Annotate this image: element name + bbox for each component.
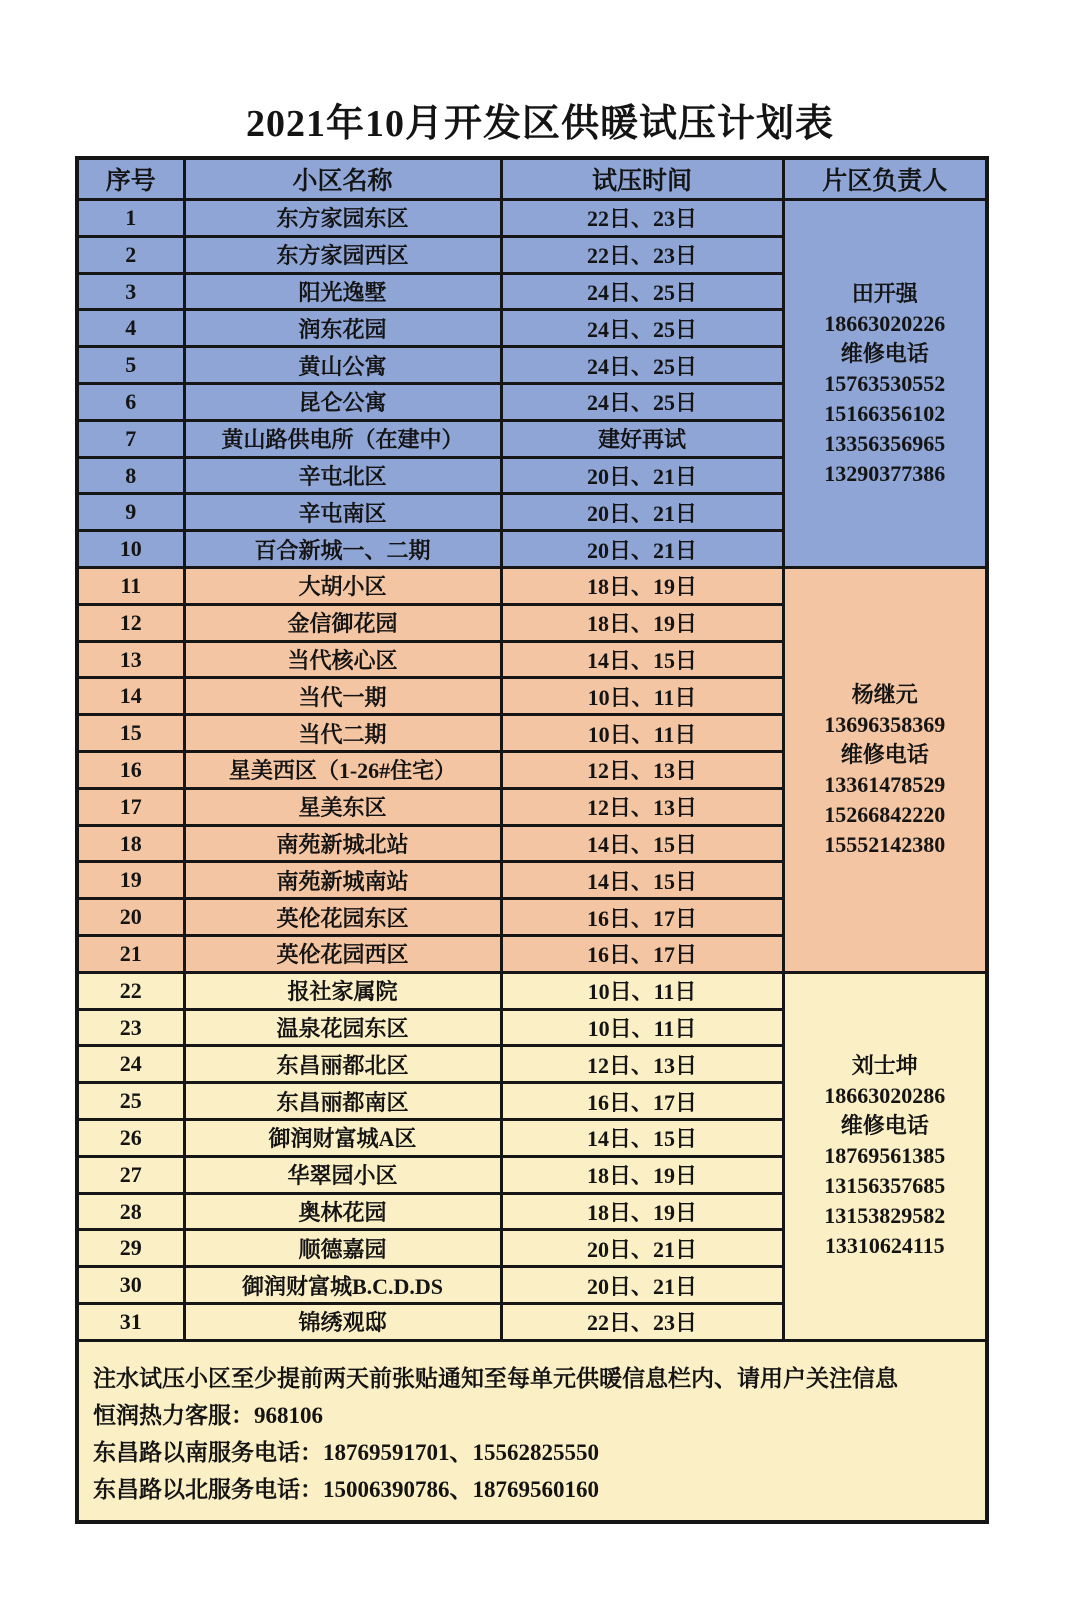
- table-footer: [77, 1340, 987, 1522]
- community-name-cell: 当代核心区: [184, 641, 501, 678]
- row-number-cell: 13: [77, 641, 184, 678]
- test-time-cell: 16日、17日: [501, 899, 783, 936]
- community-name-cell: 百合新城一、二期: [184, 531, 501, 568]
- row-number-cell: 14: [77, 678, 184, 715]
- manager-line: 18769561385: [824, 1143, 946, 1169]
- row-number-cell: 22: [77, 972, 184, 1009]
- page-title: 2021年10月开发区供暖试压计划表: [245, 103, 834, 145]
- test-time-cell: 20日、21日: [501, 494, 783, 531]
- row-number-cell: 9: [77, 494, 184, 531]
- community-name-cell: 黄山公寓: [184, 347, 501, 384]
- test-time-cell: 20日、21日: [501, 531, 783, 568]
- community-name-cell: 东昌丽都南区: [184, 1083, 501, 1120]
- community-name-cell: 英伦花园东区: [184, 899, 501, 936]
- row-number-cell: 29: [77, 1230, 184, 1267]
- community-name-cell: 英伦花园西区: [184, 936, 501, 973]
- row-number-cell: 16: [77, 752, 184, 789]
- row-number-cell: 21: [77, 936, 184, 973]
- test-time-cell: 20日、21日: [501, 457, 783, 494]
- community-name-cell: 星美西区（1-26#住宅）: [184, 752, 501, 789]
- footer-note-south-phone: 东昌路以南服务电话：18769591701、15562825550: [93, 1439, 599, 1465]
- header-serial-number: 序号: [77, 158, 184, 200]
- row-number-cell: 18: [77, 825, 184, 862]
- table-row: [77, 200, 987, 237]
- test-time-cell: 10日、11日: [501, 678, 783, 715]
- row-number-cell: 15: [77, 715, 184, 752]
- community-name-cell: 御润财富城B.C.D.DS: [184, 1267, 501, 1304]
- test-time-cell: 18日、19日: [501, 1193, 783, 1230]
- table-row: [77, 972, 987, 1009]
- community-name-cell: 锦绣观邸: [184, 1304, 501, 1341]
- community-name-cell: 御润财富城A区: [184, 1120, 501, 1157]
- header-row: [77, 158, 987, 200]
- community-name-cell: 南苑新城北站: [184, 825, 501, 862]
- manager-line: 15763530552: [824, 370, 946, 396]
- community-name-cell: 东昌丽都北区: [184, 1046, 501, 1083]
- row-number-cell: 28: [77, 1193, 184, 1230]
- community-name-cell: 东方家园东区: [184, 200, 501, 237]
- row-number-cell: 6: [77, 384, 184, 421]
- community-name-cell: 辛屯北区: [184, 457, 501, 494]
- area-manager-cell: [783, 972, 987, 1340]
- row-number-cell: 23: [77, 1009, 184, 1046]
- test-time-cell: 18日、19日: [501, 1156, 783, 1193]
- manager-line: 刘士坤: [851, 1053, 918, 1079]
- community-name-cell: 当代二期: [184, 715, 501, 752]
- header-test-time: 试压时间: [501, 158, 783, 200]
- community-name-cell: 南苑新城南站: [184, 862, 501, 899]
- test-time-cell: 12日、13日: [501, 1046, 783, 1083]
- manager-line: 15166356102: [824, 400, 946, 426]
- footer-note-customer-service: 恒润热力客服：968106: [93, 1402, 323, 1428]
- footer-row: [77, 1340, 987, 1522]
- test-time-cell: 14日、15日: [501, 862, 783, 899]
- manager-line: 维修电话: [840, 340, 929, 366]
- test-time-cell: 12日、13日: [501, 752, 783, 789]
- test-time-cell: 14日、15日: [501, 1120, 783, 1157]
- row-number-cell: 2: [77, 236, 184, 273]
- test-time-cell: 24日、25日: [501, 273, 783, 310]
- row-number-cell: 10: [77, 531, 184, 568]
- row-number-cell: 27: [77, 1156, 184, 1193]
- row-number-cell: 26: [77, 1120, 184, 1157]
- footer-notes-cell: [77, 1340, 987, 1522]
- row-number-cell: 25: [77, 1083, 184, 1120]
- community-name-cell: 顺德嘉园: [184, 1230, 501, 1267]
- test-time-cell: 10日、11日: [501, 715, 783, 752]
- header-area-manager: 片区负责人: [783, 158, 987, 200]
- row-number-cell: 4: [77, 310, 184, 347]
- test-time-cell: 14日、15日: [501, 825, 783, 862]
- row-number-cell: 19: [77, 862, 184, 899]
- row-number-cell: 24: [77, 1046, 184, 1083]
- test-time-cell: 10日、11日: [501, 972, 783, 1009]
- row-number-cell: 30: [77, 1267, 184, 1304]
- community-name-cell: 东方家园西区: [184, 236, 501, 273]
- manager-line: 13310624115: [824, 1233, 945, 1259]
- manager-line: 13153829582: [824, 1203, 946, 1229]
- community-name-cell: 华翠园小区: [184, 1156, 501, 1193]
- community-name-cell: 当代一期: [184, 678, 501, 715]
- row-number-cell: 1: [77, 200, 184, 237]
- test-time-cell: 24日、25日: [501, 310, 783, 347]
- community-name-cell: 金信御花园: [184, 604, 501, 641]
- test-time-cell: 16日、17日: [501, 1083, 783, 1120]
- area-manager-cell: [783, 200, 987, 568]
- row-number-cell: 31: [77, 1304, 184, 1341]
- row-number-cell: 12: [77, 604, 184, 641]
- community-name-cell: 星美东区: [184, 788, 501, 825]
- test-time-cell: 10日、11日: [501, 1009, 783, 1046]
- manager-line: 13696358369: [824, 711, 946, 737]
- row-number-cell: 20: [77, 899, 184, 936]
- test-time-cell: 22日、23日: [501, 200, 783, 237]
- manager-line: 15552142380: [824, 831, 946, 857]
- test-time-cell: 24日、25日: [501, 384, 783, 421]
- manager-line: 维修电话: [840, 741, 929, 767]
- manager-line: 13356356965: [824, 430, 946, 456]
- manager-line: 15266842220: [824, 801, 946, 827]
- test-time-cell: 建好再试: [501, 420, 783, 457]
- area-manager-cell: [783, 568, 987, 973]
- manager-line: 13290377386: [824, 460, 946, 486]
- manager-line: 18663020286: [824, 1083, 946, 1109]
- row-number-cell: 7: [77, 420, 184, 457]
- footer-note-north-phone: 东昌路以北服务电话：15006390786、18769560160: [93, 1476, 599, 1502]
- manager-line: 18663020226: [824, 310, 946, 336]
- table-row: [77, 568, 987, 605]
- test-time-cell: 22日、23日: [501, 236, 783, 273]
- row-number-cell: 11: [77, 568, 184, 605]
- manager-line: 13361478529: [824, 771, 946, 797]
- community-name-cell: 温泉花园东区: [184, 1009, 501, 1046]
- footer-note-notice: 注水试压小区至少提前两天前张贴通知至每单元供暖信息栏内、请用户关注信息: [93, 1365, 898, 1391]
- test-time-cell: 18日、19日: [501, 604, 783, 641]
- test-time-cell: 16日、17日: [501, 936, 783, 973]
- community-name-cell: 辛屯南区: [184, 494, 501, 531]
- community-name-cell: 奥林花园: [184, 1193, 501, 1230]
- row-number-cell: 17: [77, 788, 184, 825]
- manager-line: 杨继元: [851, 681, 918, 707]
- test-time-cell: 24日、25日: [501, 347, 783, 384]
- row-number-cell: 3: [77, 273, 184, 310]
- row-number-cell: 5: [77, 347, 184, 384]
- test-time-cell: 22日、23日: [501, 1304, 783, 1341]
- community-name-cell: 大胡小区: [184, 568, 501, 605]
- table-body: [77, 200, 987, 1341]
- test-time-cell: 20日、21日: [501, 1267, 783, 1304]
- row-number-cell: 8: [77, 457, 184, 494]
- community-name-cell: 报社家属院: [184, 972, 501, 1009]
- test-time-cell: 12日、13日: [501, 788, 783, 825]
- manager-line: 田开强: [851, 280, 918, 306]
- manager-line: 维修电话: [840, 1113, 929, 1139]
- community-name-cell: 润东花园: [184, 310, 501, 347]
- header-community-name: 小区名称: [184, 158, 501, 200]
- test-time-cell: 18日、19日: [501, 568, 783, 605]
- test-time-cell: 20日、21日: [501, 1230, 783, 1267]
- community-name-cell: 黄山路供电所（在建中）: [184, 420, 501, 457]
- community-name-cell: 昆仑公寓: [184, 384, 501, 421]
- community-name-cell: 阳光逸墅: [184, 273, 501, 310]
- manager-line: 13156357685: [824, 1173, 946, 1199]
- table-header: [77, 158, 987, 200]
- test-time-cell: 14日、15日: [501, 641, 783, 678]
- pressure-test-schedule-table: [75, 156, 989, 1524]
